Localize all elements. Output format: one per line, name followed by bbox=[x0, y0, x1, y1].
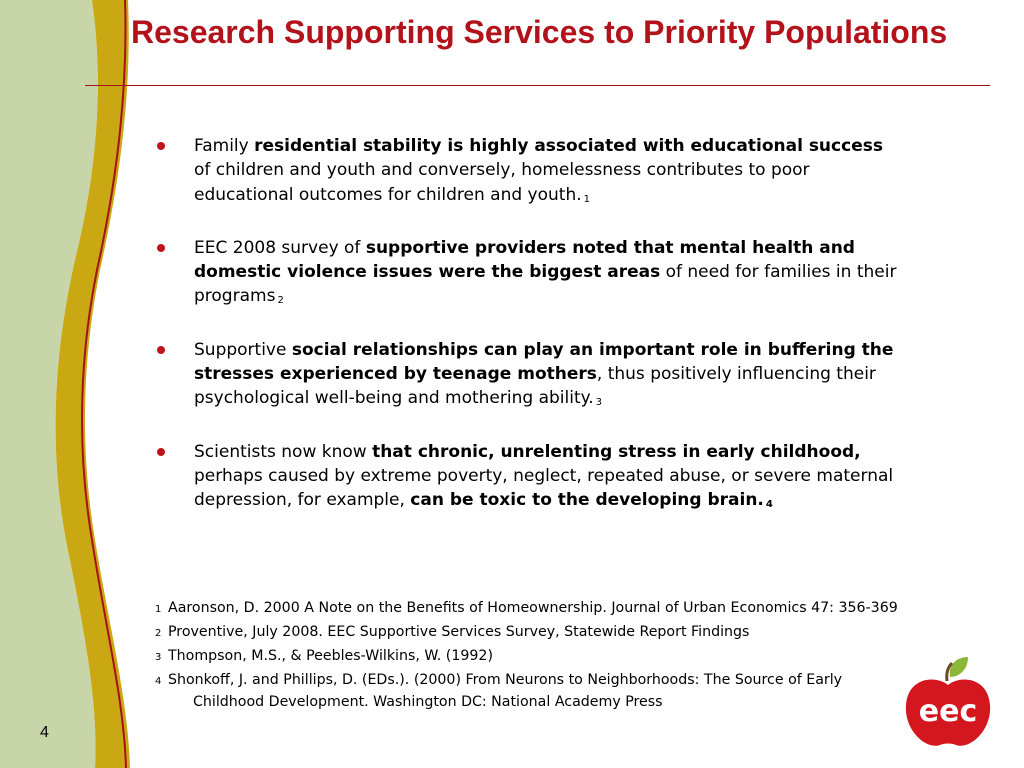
bullet-text: of need for families in their programs bbox=[194, 262, 897, 307]
reference-number: 3 bbox=[155, 652, 162, 663]
bullet-text: Family bbox=[194, 136, 255, 156]
eec-apple-logo bbox=[898, 655, 998, 750]
reference-item bbox=[155, 622, 900, 644]
reference-number: 2 bbox=[155, 628, 162, 639]
logo-text: eec bbox=[918, 694, 978, 729]
bullet-text: Scientists now know bbox=[194, 441, 373, 462]
bullet-dot bbox=[157, 346, 165, 354]
bullet-item bbox=[155, 134, 900, 210]
bullet-list bbox=[155, 134, 900, 542]
bullet-bold-text: that chronic, unrelenting stress in early childhood, bbox=[372, 441, 861, 462]
references-list bbox=[155, 598, 900, 714]
footnote-marker: 2 bbox=[277, 295, 284, 307]
title-divider bbox=[85, 85, 990, 86]
reference-number: 4 bbox=[155, 676, 162, 687]
reference-text: Aaronson, D. 2000 A Note on the Benefits of Homeownership. Journal of Urban Economics 47: 356-369 bbox=[168, 600, 898, 616]
bullet-dot bbox=[157, 142, 165, 150]
reference-item bbox=[155, 598, 900, 620]
bullet-item bbox=[155, 440, 900, 516]
reference-text: Shonkoff, J. and Phillips, D. (EDs.). (2000) From Neurons to Neighborhoods: The Source of Early Childhood Development. Washington DC: National Academy Press bbox=[168, 672, 843, 710]
bullet-item bbox=[155, 338, 900, 414]
reference-text: Thompson, M.S., & Peebles-Wilkins, W. (1992) bbox=[168, 648, 493, 664]
bullet-text: perhaps caused by extreme poverty, neglect, repeated abuse, or severe maternal depression, for example, bbox=[194, 465, 894, 511]
page-number: 4 bbox=[40, 724, 49, 741]
bullet-text: Supportive bbox=[194, 339, 292, 360]
footnote-marker: 3 bbox=[595, 397, 603, 409]
footnote-marker: 4 bbox=[765, 499, 773, 511]
bullet-dot bbox=[157, 448, 165, 456]
bullet-bold-text: social relationships can play an important role in buffering the stresses experienced by teenage mothers bbox=[194, 339, 894, 385]
reference-text: Proventive, July 2008. EEC Supportive Services Survey, Statewide Report Findings bbox=[168, 624, 750, 640]
bullet-bold-text: residential stability is highly associated with educational success bbox=[254, 136, 883, 156]
bullet-bold-text: can be toxic to the developing brain. bbox=[410, 490, 764, 511]
bullet-item bbox=[155, 236, 900, 312]
reference-number: 1 bbox=[155, 604, 162, 615]
bullet-text: EEC 2008 survey of bbox=[194, 237, 366, 258]
reference-item bbox=[155, 646, 900, 668]
reference-item bbox=[155, 670, 900, 712]
bullet-text: of children and youth and conversely, homelessness contributes to poor educational outcomes for children and youth. bbox=[194, 160, 810, 205]
apple-leaf-icon bbox=[950, 657, 968, 677]
footnote-marker: 1 bbox=[583, 193, 590, 205]
bullet-dot bbox=[157, 244, 165, 252]
slide-title: Research Supporting Services to Priority Populations bbox=[131, 14, 948, 50]
decorative-side-band bbox=[0, 0, 140, 768]
bullet-bold-text: supportive providers noted that mental health and domestic violence issues were the biggest areas bbox=[194, 237, 855, 283]
bullet-text: , thus positively influencing their psychological well-being and mothering ability. bbox=[194, 364, 876, 409]
